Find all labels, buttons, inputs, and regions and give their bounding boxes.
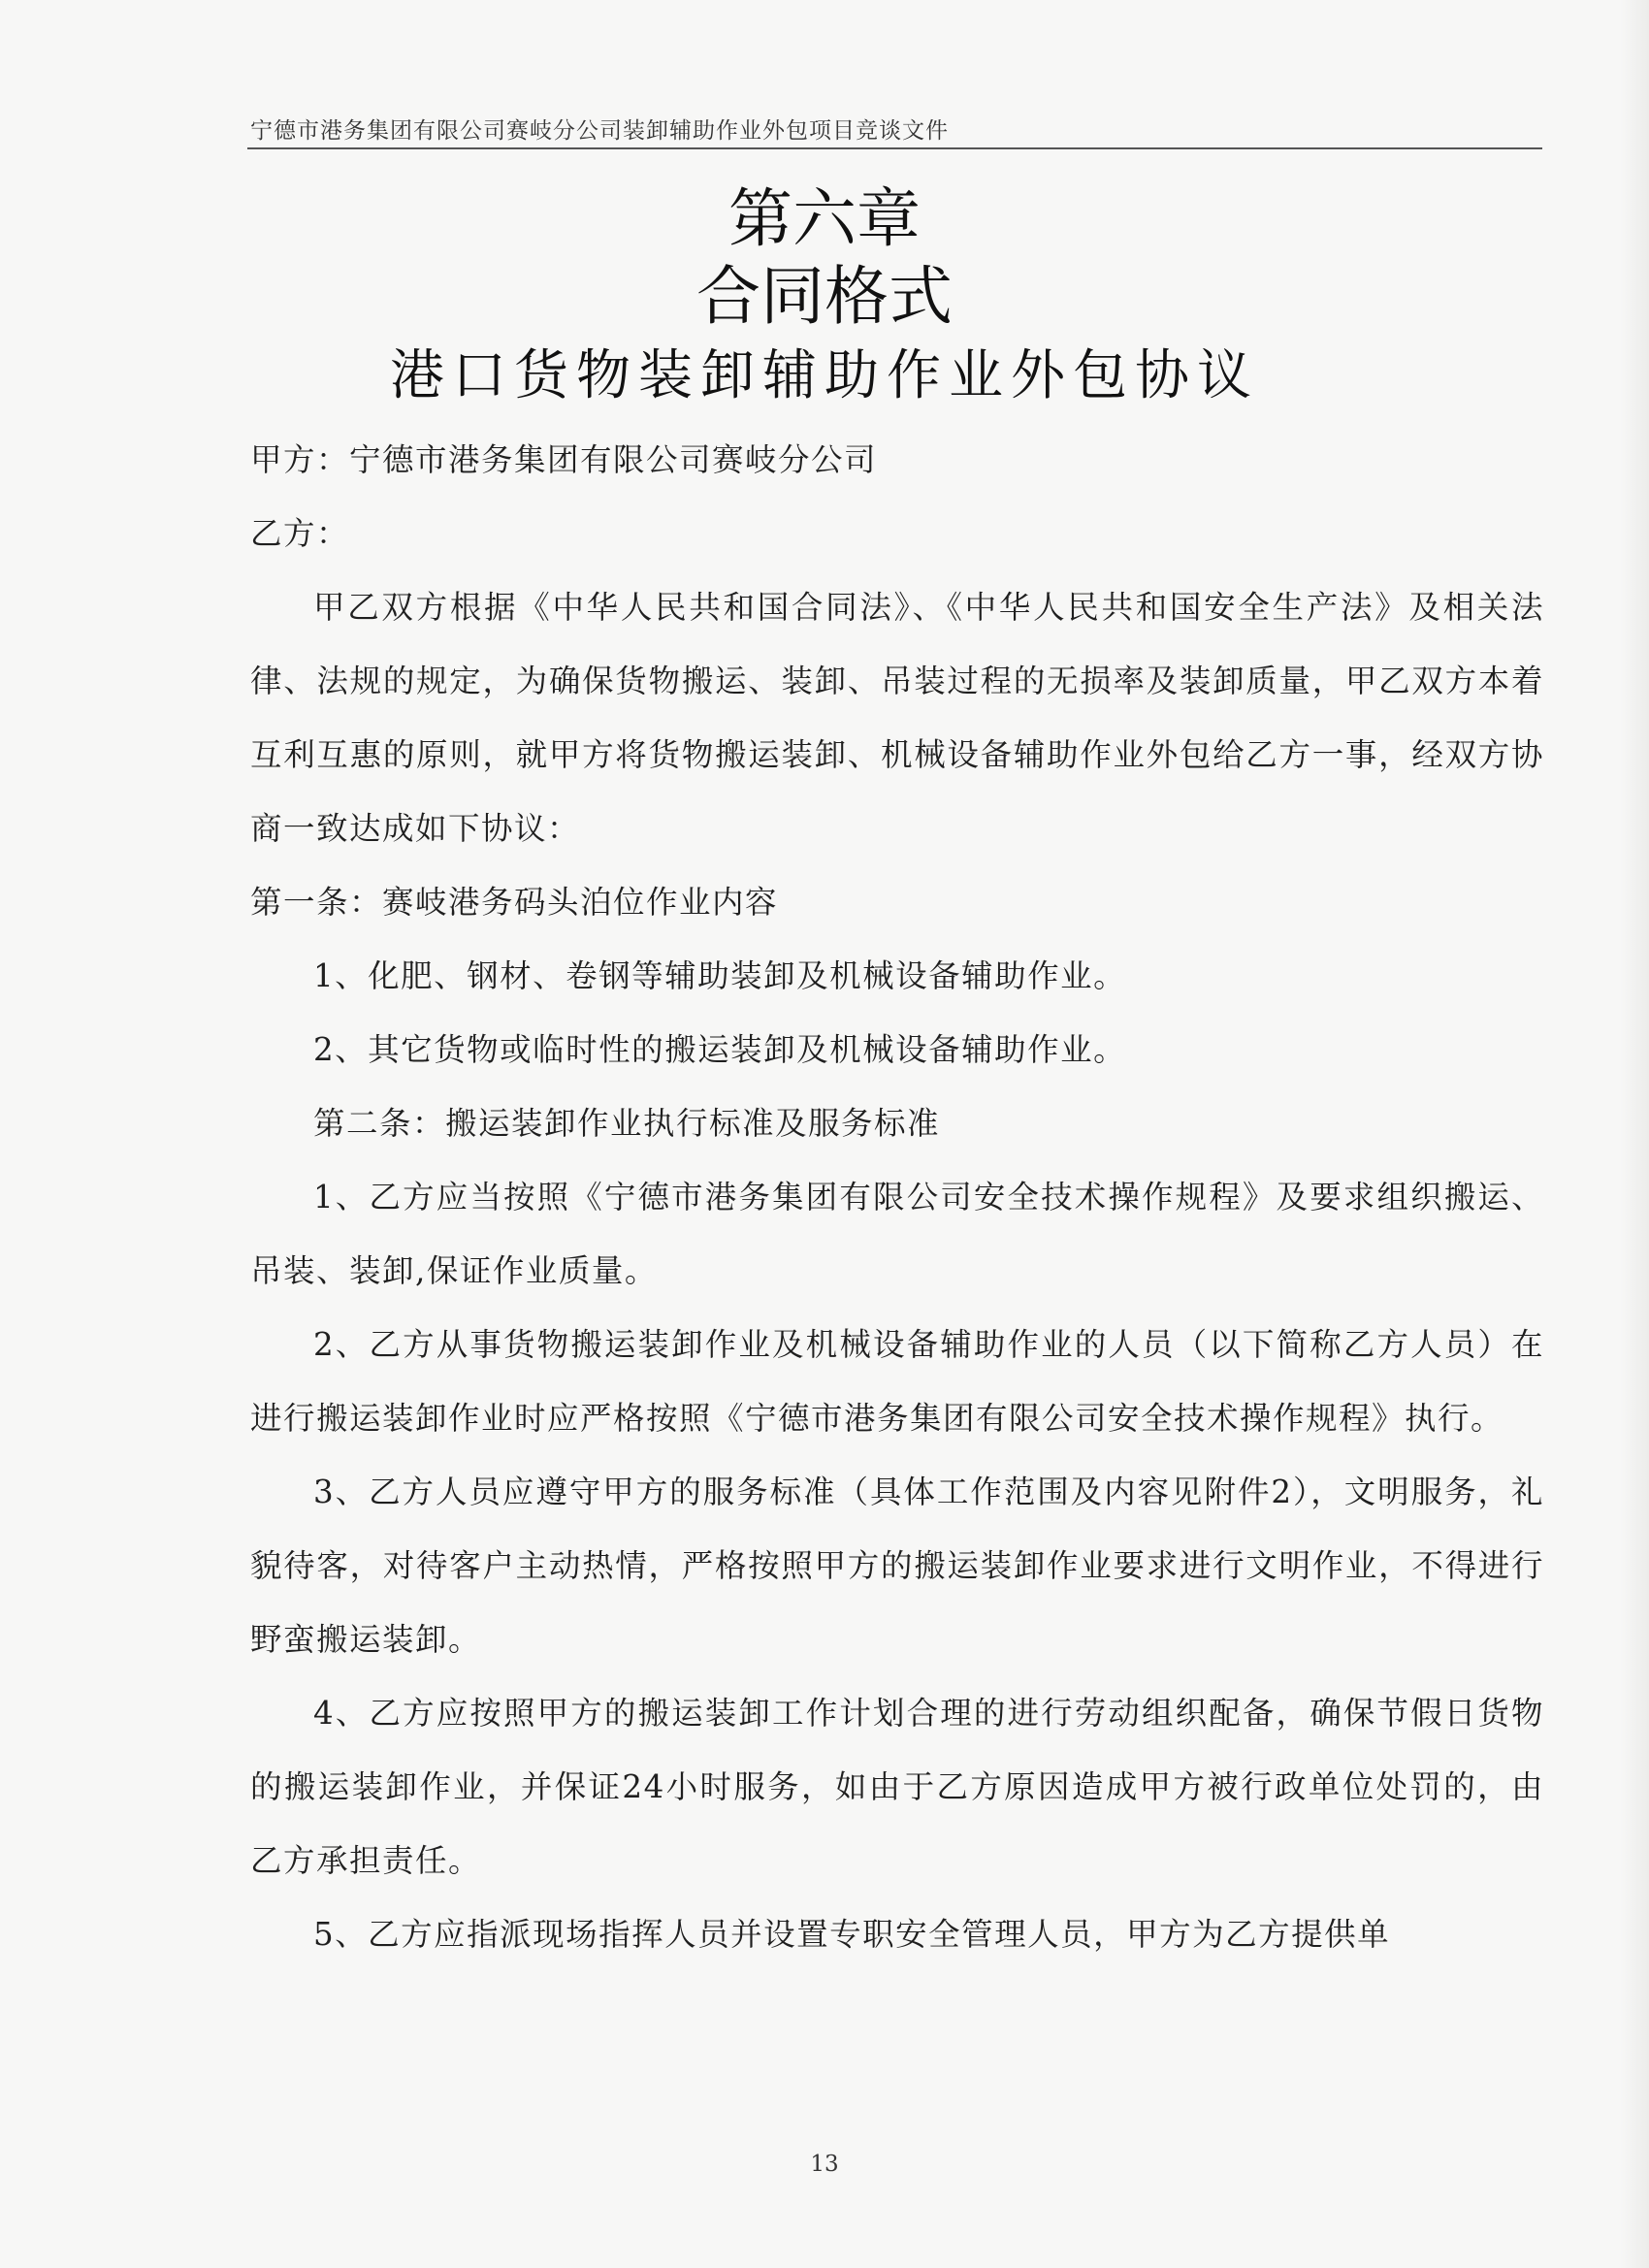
chapter-heading: 第六章 xyxy=(728,181,921,256)
article-2-title: 第二条：搬运装卸作业执行标准及服务标准 xyxy=(313,1105,941,1142)
party-a-line: 甲方：宁德市港务集团有限公司赛岐分公司 xyxy=(250,441,878,478)
running-header: 宁德市港务集团有限公司赛岐分公司装卸辅助作业外包项目竞谈文件 xyxy=(250,118,949,144)
document-body xyxy=(250,423,1544,1971)
header-rule xyxy=(247,147,1542,149)
agreement-title: 港口货物装卸辅助作业外包协议 xyxy=(390,344,1259,407)
article-2-item: 4、乙方应按照甲方的搬运装卸工作计划合理的进行劳动组织配备，确保节假日货物的搬运装卸作业，并保证24小时服务，如由于乙方原因造成甲方被行政单位处罚的，由乙方承担责任。 xyxy=(250,1695,1544,1879)
article-1-item: 2、其它货物或临时性的搬运装卸及机械设备辅助作业。 xyxy=(313,1031,1127,1068)
page-edge-shadow xyxy=(1620,0,1649,2268)
intro-paragraph: 甲乙双方根据《中华人民共和国合同法》、《中华人民共和国安全生产法》及相关法律、法规的规定，为确保货物搬运、装卸、吊装过程的无损率及装卸质量，甲乙双方本着互利互惠的原则，就甲方将货物搬运装卸、机械设备辅助作业外包给乙方一事，经双方协商一致达成如下协议： xyxy=(250,589,1544,847)
article-2-item: 5、乙方应指派现场指挥人员并设置专职安全管理人员，甲方为乙方提供单 xyxy=(313,1916,1391,1953)
contract-format-heading: 合同格式 xyxy=(696,259,953,334)
article-1-title: 第一条：赛岐港务码头泊位作业内容 xyxy=(250,884,779,921)
article-2-item: 1、乙方应当按照《宁德市港务集团有限公司安全技术操作规程》及要求组织搬运、吊装、装卸,保证作业质量。 xyxy=(250,1179,1544,1289)
article-1-item: 1、化肥、钢材、卷钢等辅助装卸及机械设备辅助作业。 xyxy=(313,957,1127,994)
article-2-item: 3、乙方人员应遵守甲方的服务标准（具体工作范围及内容见附件2），文明服务，礼貌待客，对待客户主动热情，严格按照甲方的搬运装卸作业要求进行文明作业，不得进行野蛮搬运装卸。 xyxy=(250,1474,1544,1658)
party-b-line: 乙方： xyxy=(250,515,350,552)
page-number: 13 xyxy=(810,2152,839,2177)
article-2-item: 2、乙方从事货物搬运装卸作业及机械设备辅助作业的人员（以下简称乙方人员）在进行搬运装卸作业时应严格按照《宁德市港务集团有限公司安全技术操作规程》执行。 xyxy=(250,1326,1544,1437)
